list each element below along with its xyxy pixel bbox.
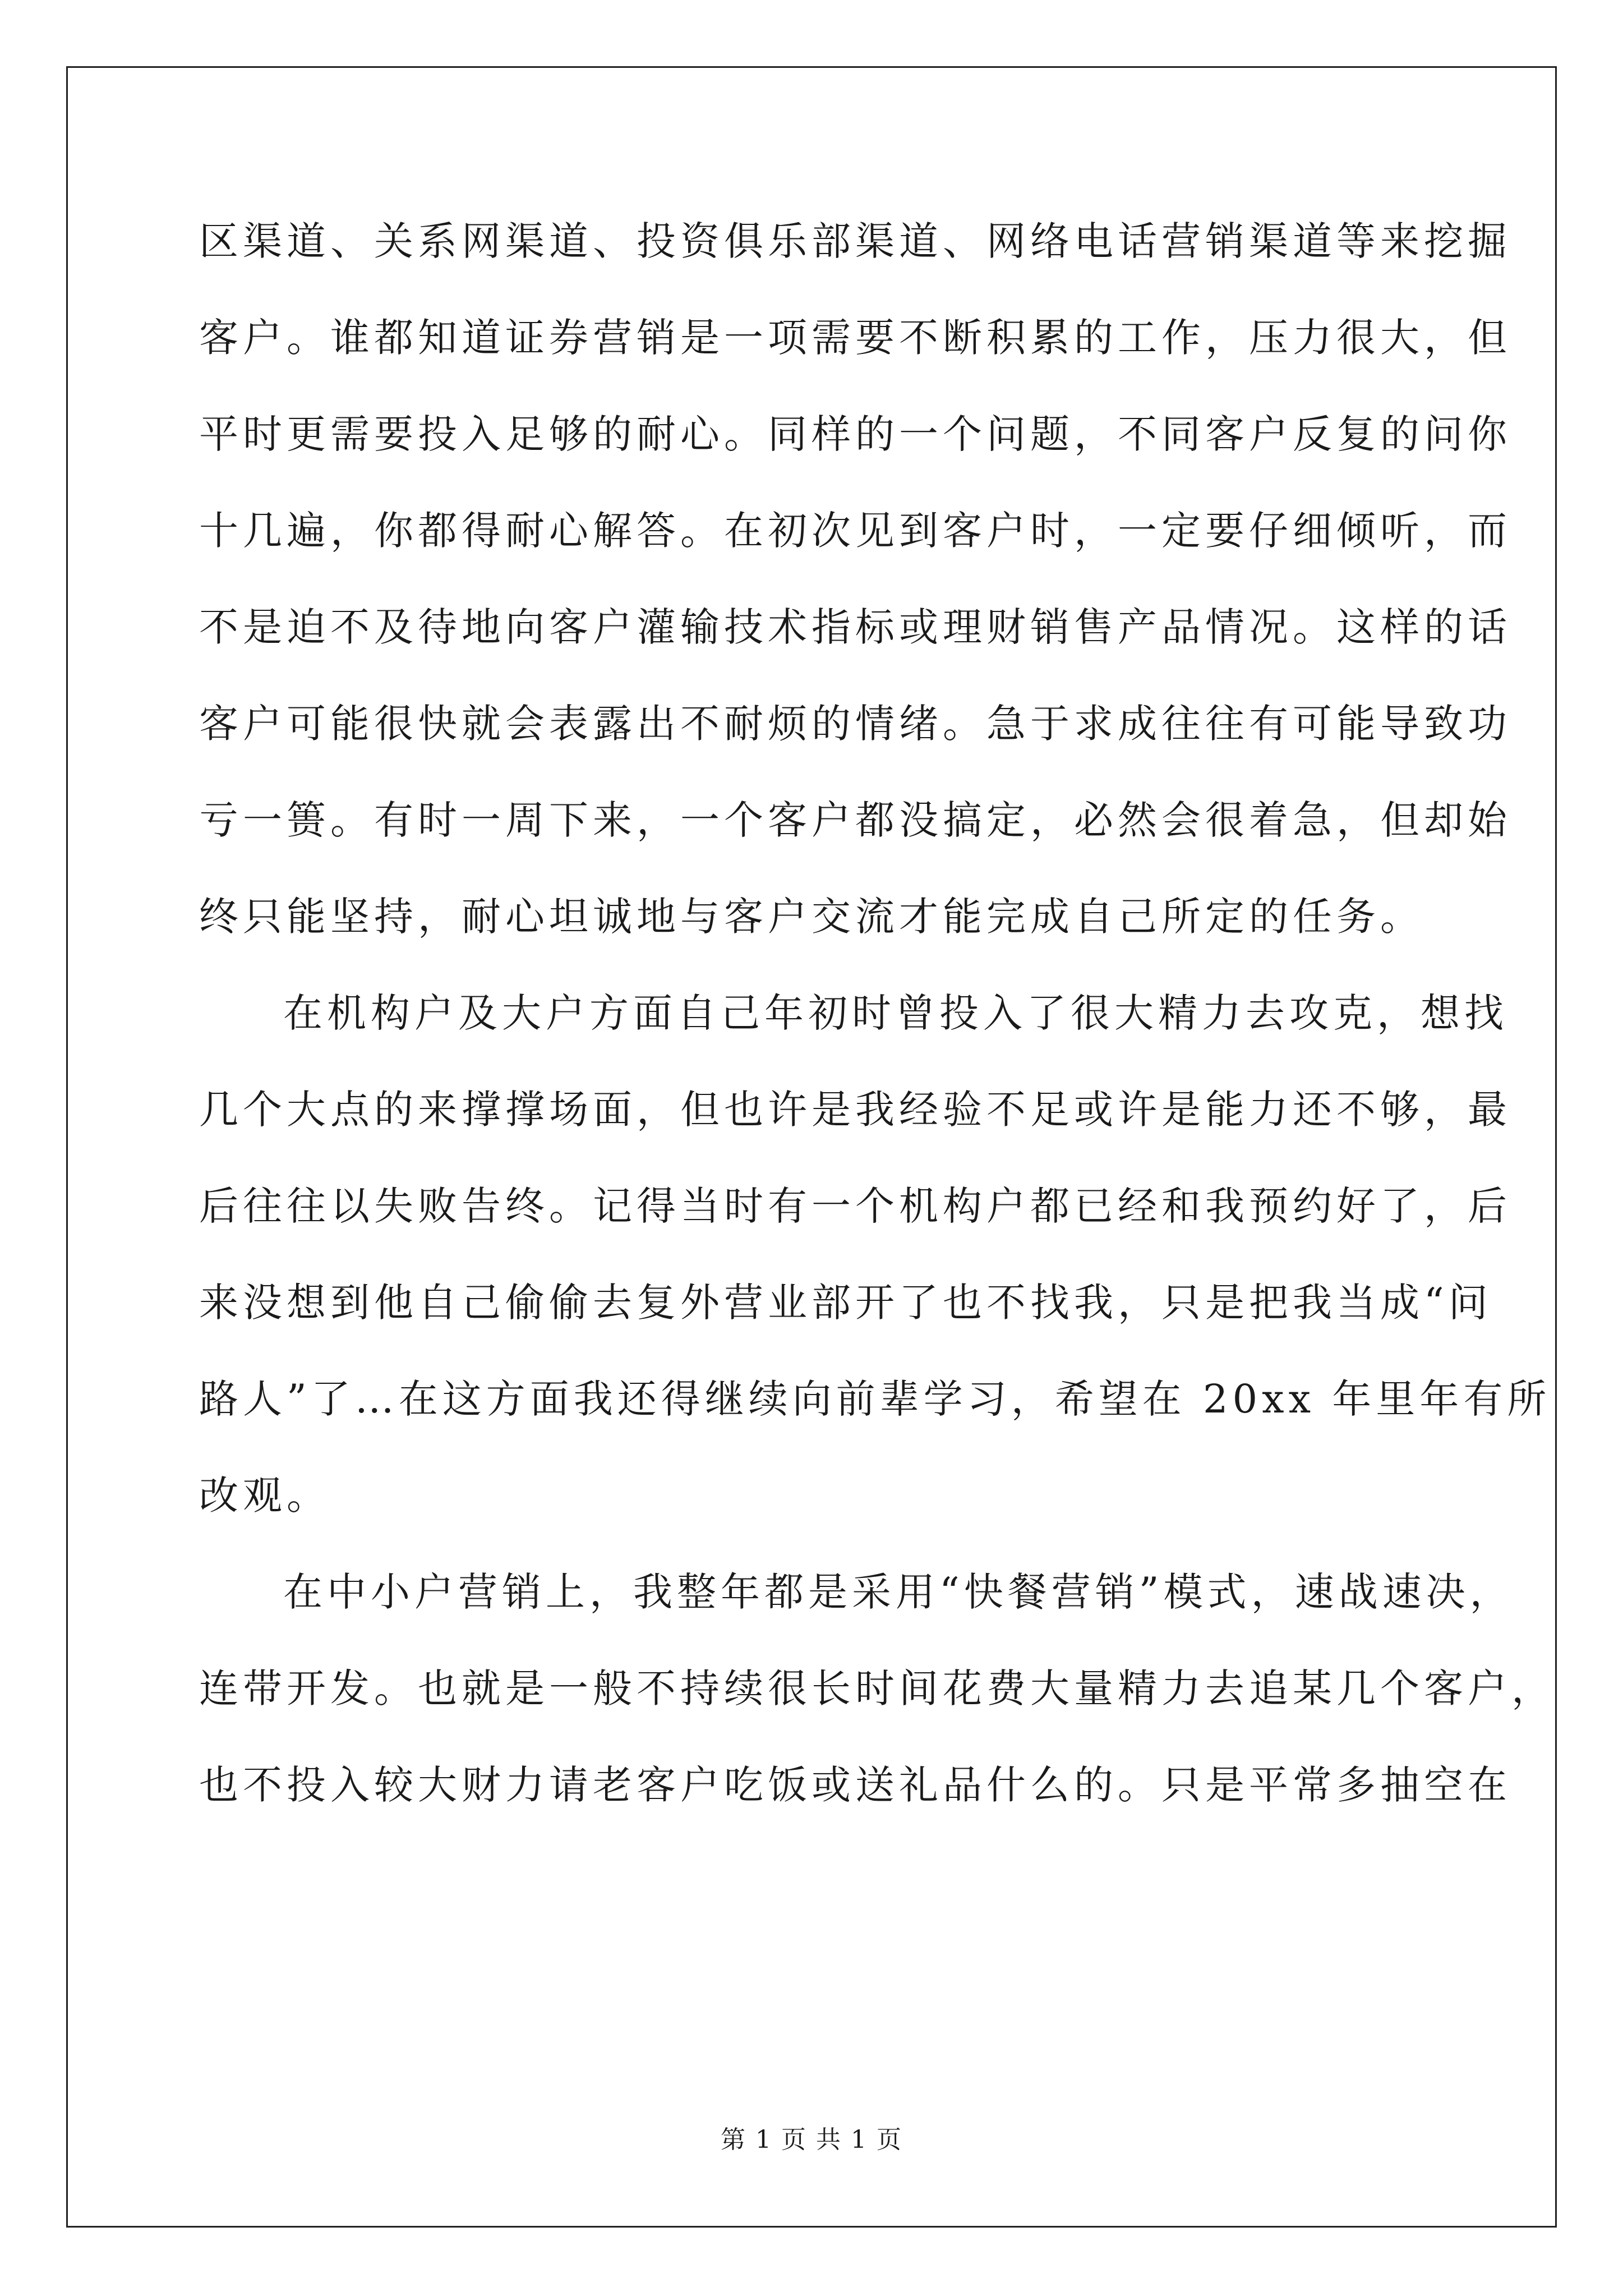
text-line: 区渠道、关系网渠道、投资俱乐部渠道、网络电话营销渠道等来挖掘 [199, 218, 1511, 264]
text-line: 路人”了…在这方面我还得继续向前辈学习，希望在 20xx 年里年有所 [199, 1376, 1551, 1422]
text-line: 不是迫不及待地向客户灌输技术指标或理财销售产品情况。这样的话 [199, 604, 1511, 650]
text-line: 客户。谁都知道证券营销是一项需要不断积累的工作，压力很大，但 [199, 315, 1511, 361]
text-line: 终只能坚持，耐心坦诚地与客户交流才能完成自己所定的任务。 [199, 894, 1424, 940]
page-border [66, 66, 1557, 2228]
text-line: 客户可能很快就会表露出不耐烦的情绪。急于求成往往有可能导致功 [199, 701, 1511, 747]
text-line: 改观。 [199, 1473, 330, 1519]
text-line: 也不投入较大财力请老客户吃饭或送礼品什么的。只是平常多抽空在 [199, 1762, 1511, 1808]
text-line: 后往往以失败告终。记得当时有一个机构户都已经和我预约好了，后 [199, 1183, 1511, 1229]
page-footer: 第 1 页 共 1 页 [721, 2125, 902, 2154]
text-line: 平时更需要投入足够的耐心。同样的一个问题，不同客户反复的问你 [199, 411, 1511, 457]
paragraph-start-line: 在中小户营销上，我整年都是采用“快餐营销”模式，速战速决， [283, 1569, 1514, 1615]
text-line: 来没想到他自己偷偷去复外营业部开了也不找我，只是把我当成“问 [199, 1280, 1492, 1326]
text-line: 连带开发。也就是一般不持续很长时间花费大量精力去追某几个客户， [199, 1665, 1555, 1711]
text-line: 十几遍，你都得耐心解答。在初次见到客户时，一定要仔细倾听，而 [199, 508, 1511, 554]
text-line: 亏一篑。有时一周下来，一个客户都没搞定，必然会很着急，但却始 [199, 797, 1511, 843]
paragraph-start-line: 在机构户及大户方面自己年初时曾投入了很大精力去攻克，想找 [283, 990, 1508, 1036]
text-line: 几个大点的来撑撑场面，但也许是我经验不足或许是能力还不够，最 [199, 1087, 1511, 1133]
